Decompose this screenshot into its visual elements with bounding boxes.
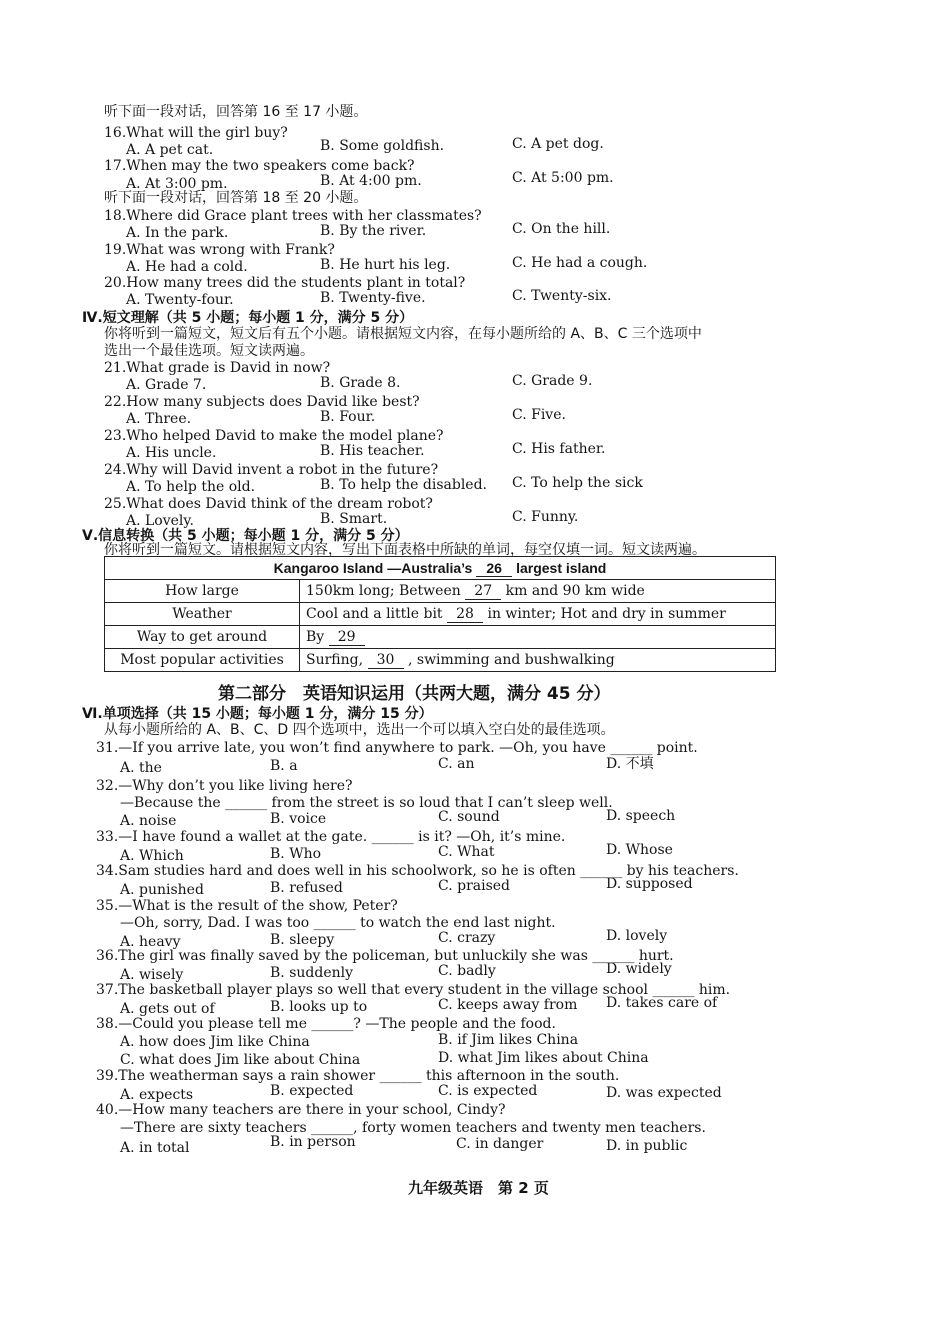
q33-option-a: A. Which: [120, 848, 184, 864]
q37-option-c: C. keeps away from: [438, 997, 578, 1013]
question-24-stem: 24.Why will David invent a robot in the future?: [104, 462, 439, 478]
table-title: [105, 557, 776, 580]
question-40-stem-2: —There are sixty teachers ______, forty women teachers and twenty men teachers.: [120, 1120, 706, 1136]
table-title-row: [105, 557, 776, 580]
section-4-instruction-1: 你将听到一篇短文，短文后有五个小题。请根据短文内容，在每小题所给的 A、B、C 三个选项中: [104, 326, 702, 342]
q18-option-b: B. By the river.: [320, 223, 427, 239]
q18-option-a: A. In the park.: [126, 225, 229, 241]
blank-27[interactable]: 27: [465, 583, 501, 600]
q16-option-c: C. A pet dog.: [512, 136, 604, 152]
q23-option-b: B. His teacher.: [320, 443, 425, 459]
q38-option-c: C. what does Jim like about China: [120, 1052, 361, 1068]
q21-option-b: B. Grade 8.: [320, 375, 401, 391]
q16-option-b: B. Some goldfish.: [320, 138, 445, 154]
section-6-instruction: 从每小题所给的 A、B、C、D 四个选项中，选出一个可以填入空白处的最佳选项。: [104, 722, 615, 738]
question-16-stem: 16.What will the girl buy?: [104, 125, 288, 141]
q39-option-d: D. was expected: [606, 1085, 722, 1101]
table-row: [105, 603, 776, 626]
q25-option-c: C. Funny.: [512, 509, 579, 525]
question-25-stem: 25.What does David think of the dream robot?: [104, 496, 433, 512]
q40-option-d: D. in public: [606, 1138, 688, 1154]
q25-option-b: B. Smart.: [320, 511, 388, 527]
row-content-pre: 150km long; Between: [306, 582, 461, 599]
row-label: Weather: [105, 603, 300, 626]
table-row: [105, 626, 776, 649]
question-20-stem: 20.How many trees did the students plant in total?: [104, 275, 466, 291]
q20-option-a: A. Twenty-four.: [126, 292, 234, 308]
part-2-title: 第二部分 英语知识运用（共两大题，满分 45 分）: [218, 684, 611, 704]
info-table: [104, 556, 776, 672]
q24-option-b: B. To help the disabled.: [320, 477, 487, 493]
q37-option-a: A. gets out of: [120, 1001, 215, 1017]
q36-option-c: C. badly: [438, 963, 496, 979]
q33-option-c: C. What: [438, 844, 495, 860]
question-39-stem: 39.The weatherman says a rain shower ______ this afternoon in the south.: [96, 1068, 620, 1084]
question-35-stem-2: —Oh, sorry, Dad. I was too ______ to watch the end last night.: [120, 915, 556, 931]
row-content-pre: By: [306, 628, 325, 645]
q39-option-b: B. expected: [270, 1083, 354, 1099]
row-content: [300, 649, 776, 672]
row-content-post: km and 90 km wide: [505, 582, 645, 599]
q34-option-c: C. praised: [438, 878, 511, 894]
row-content-post: in winter; Hot and dry in summer: [487, 605, 726, 622]
question-34-stem: 34.Sam studies hard and does well in his schoolwork, so he is often ______ by his teachers.: [96, 863, 739, 879]
q22-option-c: C. Five.: [512, 407, 566, 423]
q19-option-b: B. He hurt his leg.: [320, 257, 451, 273]
question-17-stem: 17.When may the two speakers come back?: [104, 158, 415, 174]
section-5-instruction: 你将听到一篇短文。请根据短文内容，写出下面表格中所缺的单词，每空仅填一词。短文读两遍。: [104, 542, 706, 558]
q34-option-d: D. supposed: [606, 876, 693, 892]
blank-29[interactable]: 29: [329, 629, 365, 646]
row-content: [300, 626, 776, 649]
q35-option-b: B. sleepy: [270, 932, 335, 948]
section-5-heading: Ⅴ.信息转换（共 5 小题；每小题 1 分，满分 5 分）: [82, 528, 409, 544]
intro-18-20: 听下面一段对话，回答第 18 至 20 小题。: [104, 190, 368, 206]
q22-option-b: B. Four.: [320, 409, 376, 425]
q32-option-b: B. voice: [270, 811, 327, 827]
question-31-stem: 31.—If you arrive late, you won’t find anywhere to park. —Oh, you have ______ point.: [96, 740, 698, 756]
q33-option-b: B. Who: [270, 846, 322, 862]
q17-option-c: C. At 5:00 pm.: [512, 170, 614, 186]
q33-option-d: D. Whose: [606, 842, 673, 858]
row-content: [300, 603, 776, 626]
q17-option-b: B. At 4:00 pm.: [320, 173, 422, 189]
question-33-stem: 33.—I have found a wallet at the gate. ______ is it? —Oh, it’s mine.: [96, 829, 566, 845]
table-title-post: largest island: [516, 559, 607, 576]
q32-option-a: A. noise: [120, 813, 177, 829]
question-40-stem: 40.—How many teachers are there in your school, Cindy?: [96, 1102, 506, 1118]
row-label: Most popular activities: [105, 649, 300, 672]
page-footer: 九年级英语 第 2 页: [408, 1179, 549, 1197]
table-row: [105, 580, 776, 603]
q38-option-b: B. if Jim likes China: [438, 1032, 579, 1048]
q35-option-c: C. crazy: [438, 930, 496, 946]
section-4-instruction-2: 选出一个最佳选项。短文读两遍。: [104, 343, 314, 359]
q32-option-d: D. speech: [606, 808, 676, 824]
row-label: Way to get around: [105, 626, 300, 649]
q25-option-a: A. Lovely.: [126, 513, 194, 529]
q40-option-c: C. in danger: [456, 1136, 544, 1152]
q35-option-a: A. heavy: [120, 934, 181, 950]
blank-30[interactable]: 30: [368, 652, 404, 669]
row-content-post: , swimming and bushwalking: [407, 651, 615, 668]
question-36-stem: 36.The girl was finally saved by the policeman, but unluckily she was ______ hurt.: [96, 948, 674, 964]
q32-option-c: C. sound: [438, 809, 500, 825]
q35-option-d: D. lovely: [606, 928, 668, 944]
table-row: [105, 649, 776, 672]
row-content-pre: Cool and a little bit: [306, 605, 443, 622]
q37-option-b: B. looks up to: [270, 999, 368, 1015]
question-35-stem: 35.—What is the result of the show, Peter?: [96, 898, 398, 914]
question-37-stem: 37.The basketball player plays so well that every student in the village school ______ him.: [96, 982, 731, 998]
q19-option-a: A. He had a cold.: [126, 259, 248, 275]
q39-option-a: A. expects: [120, 1087, 194, 1103]
q31-option-d: D. 不填: [606, 756, 654, 772]
row-label: How large: [105, 580, 300, 603]
question-19-stem: 19.What was wrong with Frank?: [104, 242, 335, 258]
q36-option-d: D. widely: [606, 961, 672, 977]
q20-option-b: B. Twenty-five.: [320, 290, 426, 306]
question-23-stem: 23.Who helped David to make the model plane?: [104, 428, 444, 444]
question-32-stem-2: —Because the ______ from the street is so loud that I can’t sleep well.: [120, 795, 613, 811]
q36-option-a: A. wisely: [120, 967, 184, 983]
q16-option-a: A. A pet cat.: [126, 142, 214, 158]
q34-option-b: B. refused: [270, 880, 343, 896]
q20-option-c: C. Twenty-six.: [512, 288, 612, 304]
q38-option-d: D. what Jim likes about China: [438, 1050, 649, 1066]
q31-option-b: B. a: [270, 758, 298, 774]
question-21-stem: 21.What grade is David in now?: [104, 360, 331, 376]
q23-option-c: C. His father.: [512, 441, 606, 457]
q34-option-a: A. punished: [120, 882, 204, 898]
q22-option-a: A. Three.: [126, 411, 192, 427]
q23-option-a: A. His uncle.: [126, 445, 217, 461]
section-4-heading: Ⅳ.短文理解（共 5 小题；每小题 1 分，满分 5 分）: [82, 310, 414, 326]
q39-option-c: C. is expected: [438, 1083, 538, 1099]
q17-option-a: A. At 3:00 pm.: [126, 176, 228, 192]
q24-option-c: C. To help the sick: [512, 475, 643, 491]
q21-option-c: C. Grade 9.: [512, 373, 593, 389]
section-6-heading: Ⅵ.单项选择（共 15 小题；每小题 1 分，满分 15 分）: [82, 706, 433, 722]
intro-16-17: 听下面一段对话，回答第 16 至 17 小题。: [104, 104, 368, 120]
blank-28[interactable]: 28: [447, 606, 483, 623]
q40-option-a: A. in total: [120, 1140, 190, 1156]
question-22-stem: 22.How many subjects does David like best?: [104, 394, 420, 410]
table-title-pre: Kangaroo Island —Australia’s: [273, 559, 473, 576]
q36-option-b: B. suddenly: [270, 965, 354, 981]
q24-option-a: A. To help the old.: [126, 479, 256, 495]
q31-option-a: A. the: [120, 760, 162, 776]
q31-option-c: C. an: [438, 756, 475, 772]
q21-option-a: A. Grade 7.: [126, 377, 207, 393]
q37-option-d: D. takes care of: [606, 995, 718, 1011]
q18-option-c: C. On the hill.: [512, 221, 611, 237]
question-38-stem: 38.—Could you please tell me ______? —The people and the food.: [96, 1016, 556, 1032]
q19-option-c: C. He had a cough.: [512, 255, 648, 271]
question-32-stem: 32.—Why don’t you like living here?: [96, 778, 353, 794]
row-content-pre: Surfing,: [306, 651, 364, 668]
blank-26[interactable]: 26: [476, 560, 512, 577]
q38-option-a: A. how does Jim like China: [120, 1034, 310, 1050]
question-18-stem: 18.Where did Grace plant trees with her classmates?: [104, 208, 482, 224]
row-content: [300, 580, 776, 603]
q40-option-b: B. in person: [270, 1134, 356, 1150]
